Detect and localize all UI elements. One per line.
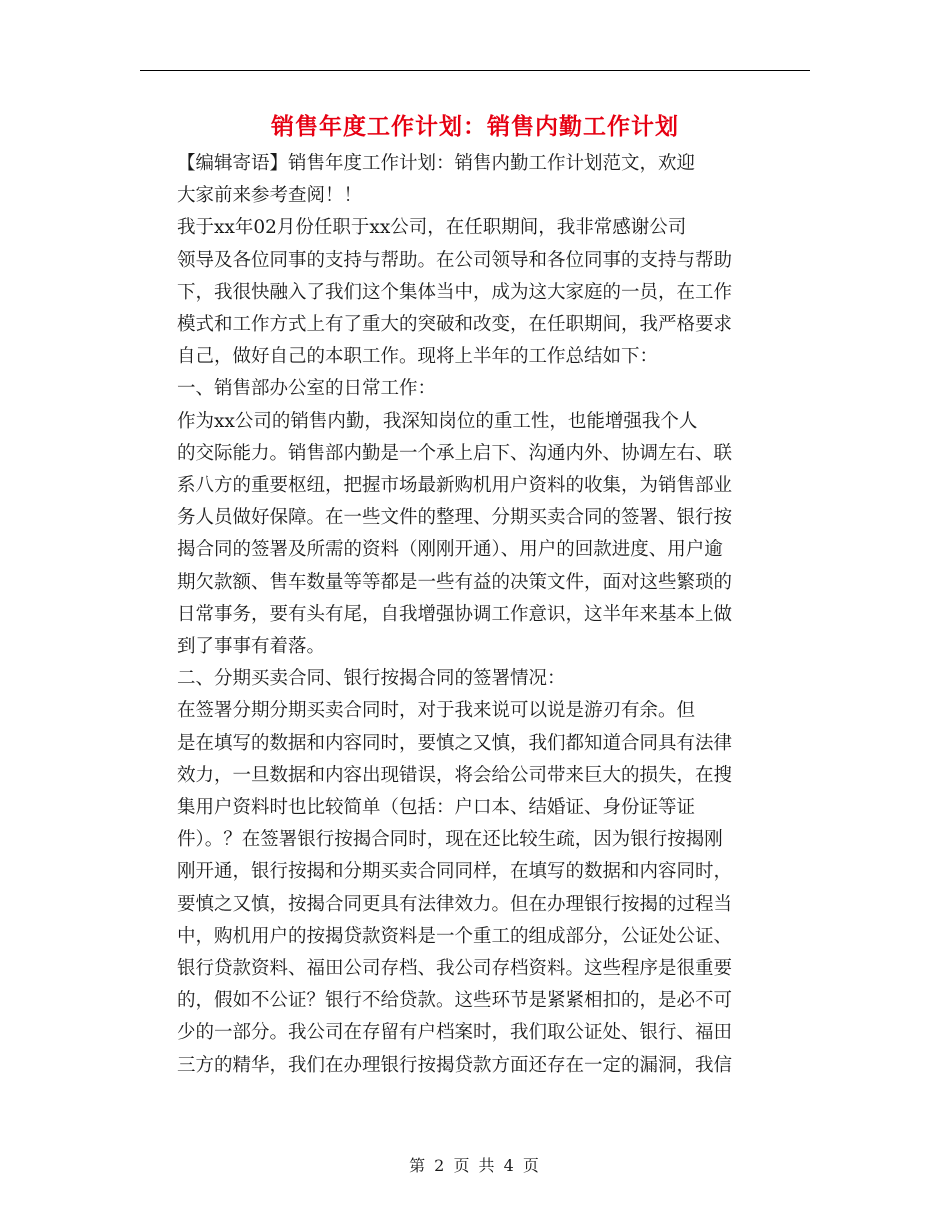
paragraph-3 [140,695,812,1081]
text-line: 集用户资料时也比较简单（包括：户口本、结婚证、身份证等证 [177,797,696,819]
text-line: 系八方的重要枢纽，把握市场最新购机用户资料的收集，为销售部业 [177,475,733,497]
text-line: 作为xx公司的销售内勤，我深知岗位的重工性，也能增强我个人 [177,410,698,432]
paragraph-2 [140,406,812,664]
text-line: 的，假如不公证？银行不给贷款。这些环节是紧紧相扣的，是必不可 [177,990,733,1012]
section-heading-1: 一、销售部办公室的日常工作： [177,378,437,400]
text-line: 在签署分期分期买卖合同时，对于我来说可以说是游刃有余。但 [177,700,696,722]
text-line: 自己，做好自己的本职工作。现将上半年的工作总结如下： [177,346,659,368]
text-line: 期欠款额、售车数量等等都是一些有益的决策文件，面对这些繁琐的 [177,571,733,593]
text-line: 揭合同的签署及所需的资料（刚刚开通）、用户的回款进度、用户逾 [177,539,723,561]
text-line: 日常事务，要有头有尾，自我增强协调工作意识，这半年来基本上做 [177,603,733,625]
paragraph-1 [140,212,812,373]
text-line: 到了事事有着落。 [177,636,326,658]
text-line: 大家前来参考查阅！！ [177,185,363,207]
text-line: 中，购机用户的按揭贷款资料是一个重工的组成部分，公证处公证、 [177,925,733,947]
text-line: 的交际能力。销售部内勤是一个承上启下、沟通内外、协调左右、联 [177,442,733,464]
intro-paragraph [140,148,812,212]
text-line: 模式和工作方式上有了重大的突破和改变，在任职期间，我严格要求 [177,314,733,336]
section-heading-2: 二、分期买卖合同、银行按揭合同的签署情况： [177,668,566,690]
text-line: 三方的精华，我们在办理银行按揭贷款方面还存在一定的漏洞，我信 [177,1054,733,1076]
text-line: 要慎之又慎，按揭合同更具有法律效力。但在办理银行按揭的过程当 [177,893,733,915]
text-line: 【编辑寄语】销售年度工作计划：销售内勤工作计划范文，欢迎 [177,153,696,174]
document-body [140,148,812,1082]
text-line: 我于xx年02月份任职于xx公司，在任职期间，我非常感谢公司 [177,217,687,239]
header-rule [140,70,810,71]
text-line: 刚开通，银行按揭和分期买卖合同同样，在填写的数据和内容同时， [177,861,733,883]
document-title: 销售年度工作计划：销售内勤工作计划 [271,114,679,140]
text-line: 是在填写的数据和内容同时，要慎之又慎，我们都知道合同具有法律 [177,732,733,754]
text-line: 务人员做好保障。在一些文件的整理、分期买卖合同的签署、银行按 [177,507,733,529]
text-line: 银行贷款资料、福田公司存档、我公司存档资料。这些程序是很重要 [177,958,733,980]
text-line: 领导及各位同事的支持与帮助。在公司领导和各位同事的支持与帮助 [177,249,733,271]
page-number: 第 2 页 共 4 页 [409,1156,541,1175]
text-line: 下，我很快融入了我们这个集体当中，成为这大家庭的一员，在工作 [177,281,733,303]
text-line: 件）。？在签署银行按揭合同时，现在还比较生疏，因为银行按揭刚 [177,829,723,851]
text-line: 少的一部分。我公司在存留有户档案时，我们取公证处、银行、福田 [177,1022,733,1044]
text-line: 效力，一旦数据和内容出现错误，将会给公司带来巨大的损失，在搜 [177,764,733,786]
